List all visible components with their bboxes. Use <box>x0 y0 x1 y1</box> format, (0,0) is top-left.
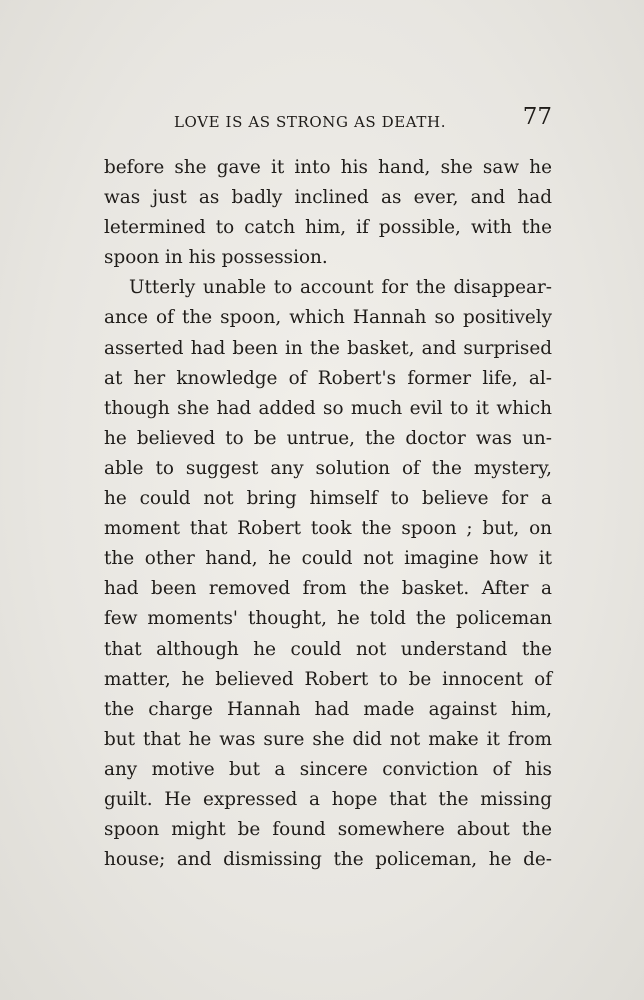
text-line: any motive but a sincere conviction of his <box>104 758 552 780</box>
text-line: though she had added so much evil to it which <box>104 397 552 419</box>
running-title: LOVE IS AS STRONG AS DEATH. <box>174 113 447 131</box>
text-line: before she gave it into his hand, she saw he <box>104 157 552 178</box>
text-line: was just as badly inclined as ever, and had <box>104 187 552 209</box>
page-number: 77 <box>522 104 552 130</box>
text-line: spoon might be found somewhere about the <box>104 819 552 841</box>
text-line: the charge Hannah had made against him, <box>104 698 552 720</box>
text-line: the other hand, he could not imagine how it <box>104 548 552 570</box>
running-header <box>103 104 552 138</box>
text-line: asserted had been in the basket, and surprised <box>104 337 552 359</box>
text-line: but that he was sure she did not make it from <box>104 728 552 750</box>
text-line: spoon in his possession. <box>104 247 328 269</box>
text-line: guilt. He expressed a hope that the missing <box>104 788 552 810</box>
text-line: he believed to be untrue, the doctor was un- <box>104 427 552 449</box>
text-line: at her knowledge of Robert's former life, al- <box>104 367 552 389</box>
text-line: he could not bring himself to believe for a <box>104 488 552 510</box>
text-line: Utterly unable to account for the disappear- <box>129 277 552 299</box>
text-line: matter, he believed Robert to be innocent of <box>104 668 552 690</box>
text-line: had been removed from the basket. After a <box>104 578 552 600</box>
text-line: few moments' thought, he told the policeman <box>104 608 552 630</box>
text-line: that although he could not understand the <box>104 638 552 660</box>
text-line: moment that Robert took the spoon ; but, on <box>104 518 552 540</box>
text-line: letermined to catch him, if possible, with the <box>104 217 552 239</box>
text-line: ance of the spoon, which Hannah so positively <box>104 307 552 329</box>
text-line: house; and dismissing the policeman, he de- <box>104 849 552 871</box>
text-line: able to suggest any solution of the mystery, <box>104 457 552 479</box>
body-text <box>104 153 552 875</box>
